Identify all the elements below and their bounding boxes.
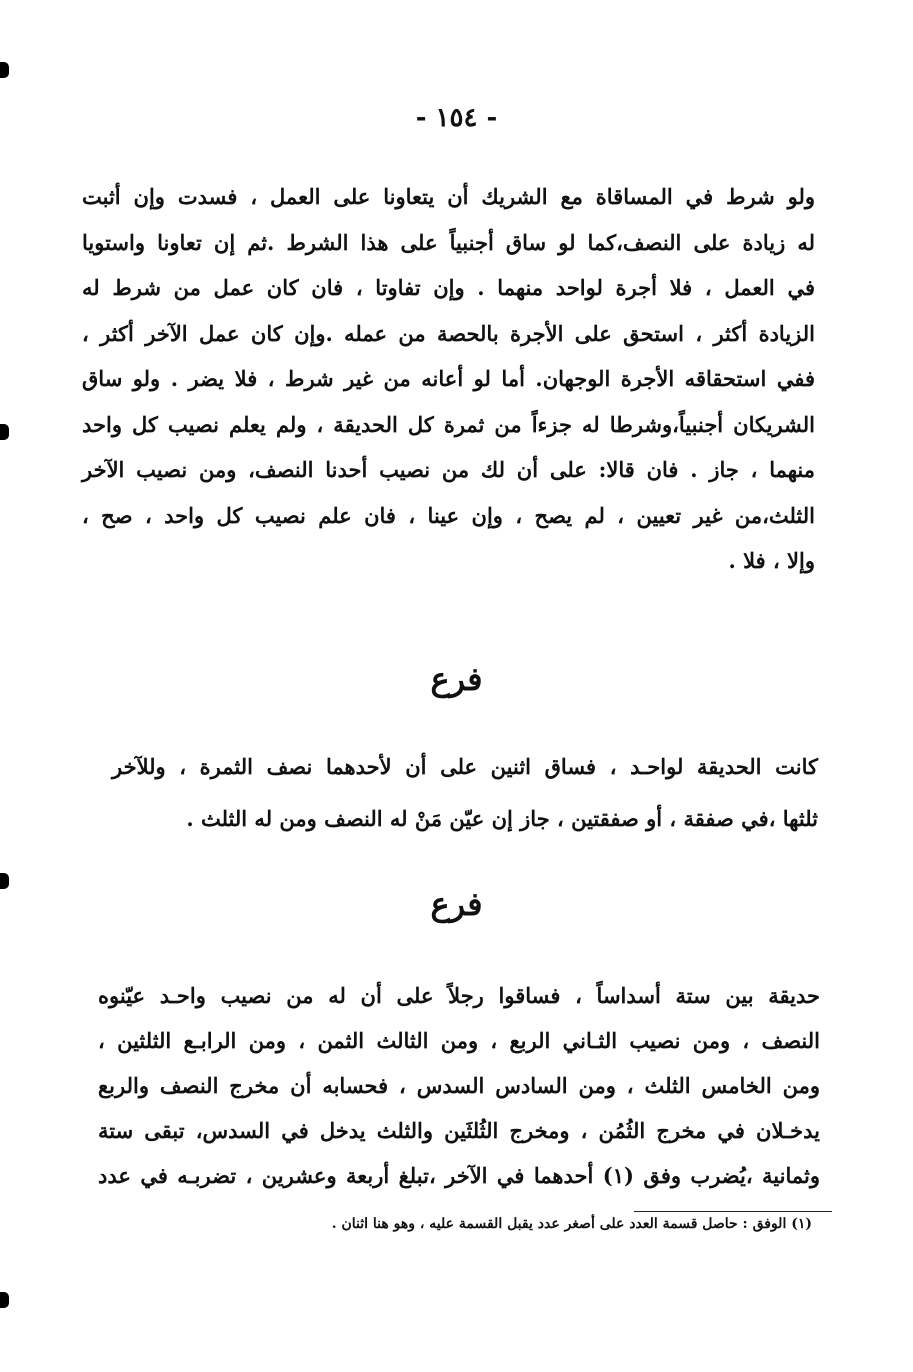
text-line: كانت الحديقة لواحـد ، فساق اثنين على أن لأحدهما نصف الثمرة ، وللآخر: [112, 754, 818, 779]
text-line: منهما ، جاز . فان قالا: على أن لك من نصيب أحدنا النصف، ومن نصيب الآخر: [82, 457, 815, 482]
text-line: ففي استحقاقه الأجرة الوجهان. أما لو أعانه من غير شرط ، فلا يضر . ولو ساق: [82, 366, 815, 391]
page-number: - ١٥٤ -: [415, 103, 498, 133]
paragraph-two-workers: [112, 741, 818, 845]
text-line: الشريكان أجنبياً،وشرطا له جزءاً من ثمرة كل الحديقة ، ولم يعلم نصيب كل واحد: [82, 411, 815, 437]
text-line: ولو شرط في المساقاة مع الشريك أن يتعاونا على العمل ، فسدت وإن أثبت: [82, 184, 815, 209]
footnote: (١) الوفق : حاصل قسمة العدد على أصغر عدد يقبل القسمة عليه ، وهو هنا اثنان .: [331, 1216, 812, 1232]
text-line: الزيادة أكثر ، استحق على الأجرة بالحصة من عمله .وإن كان عمل الآخر أكثر ،: [82, 320, 815, 346]
text-line: حديقة بين ستة أسداساً ، فساقوا رجلاً على أن له من نصيب واحـد عيّنوه: [98, 983, 820, 1008]
text-line: وإلا ، فلا .: [728, 548, 815, 573]
text-line: له زيادة على النصف،كما لو ساق أجنبياً على هذا الشرط .ثم إن تعاونا واستويا: [82, 229, 815, 255]
scan-edge-mark: [0, 62, 9, 78]
text-line: وثمانية ،يُضرب وفق (١) أحدهما في الآخر ،تبلغ أربعة وعشرين ، تضربـه في عدد: [98, 1163, 820, 1188]
text-line: يدخـلان في مخرج الثُمُن ، ومخرج الثُلثَين والثلث يدخل في السدس، تبقى ستة: [98, 1118, 820, 1143]
scan-edge-mark: [0, 1292, 9, 1308]
paragraph-six-owners: [98, 973, 820, 1198]
text-line: ثلثها ،في صفقة ، أو صفقتين ، جاز إن عيّن مَنْ له النصف ومن له الثلث .: [186, 806, 818, 831]
section-heading: فرع: [430, 660, 483, 698]
text-line: النصف ، ومن نصيب الثـاني الربع ، ومن الثالث الثمن ، ومن الرابـع الثلثين ،: [98, 1028, 820, 1053]
paragraph-musaqat-partner: [82, 174, 815, 584]
section-heading: فرع: [430, 885, 483, 923]
text-line: الثلث،من غير تعيين ، لم يصح ، وإن عينا ، فان علم نصيب كل واحد ، صح ،: [82, 502, 815, 528]
text-line: في العمل ، فلا أجرة لواحد منهما . وإن تفاوتا ، فان كان عمل من شرط له: [82, 275, 815, 300]
text-line: ومن الخامس الثلث ، ومن السادس السدس ، فحسابه أن مخرج النصف والربع: [98, 1073, 820, 1098]
scan-edge-mark: [0, 424, 9, 440]
